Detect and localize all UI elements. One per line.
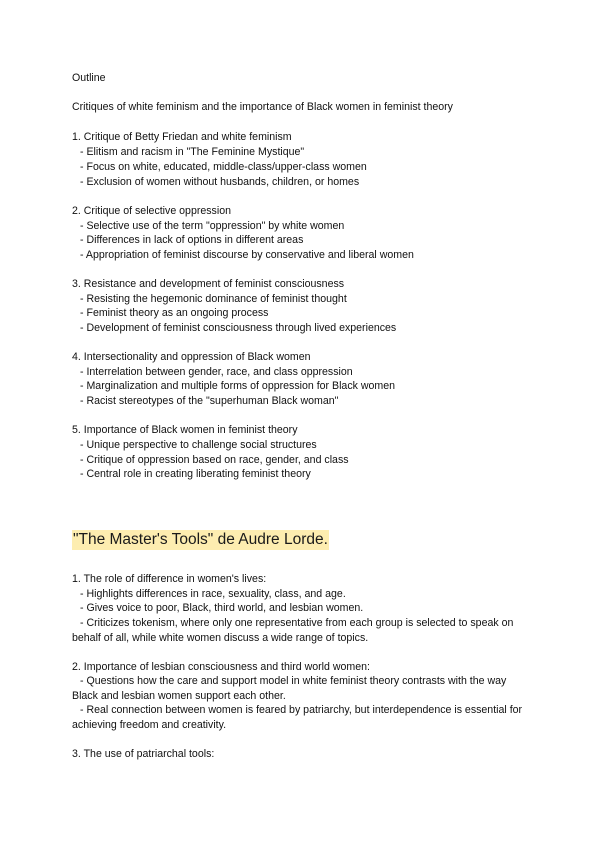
section-5-item-3: - Central role in creating liberating feminist theory	[80, 468, 311, 480]
section-3-item-3: - Development of feminist consciousness through lived experiences	[80, 322, 397, 334]
section-2-item-3: - Appropriation of feminist discourse by conservative and liberal women	[80, 249, 414, 261]
section-5-item-2: - Critique of oppression based on race, gender, and class	[80, 454, 349, 466]
lorde-section-2-item-1-text: - Questions how the care and support model in white feminist theory contrasts with the way Black and lesbian women support each other.	[72, 675, 507, 702]
outline-label: Outline	[72, 72, 106, 84]
section-2-title: 2. Critique of selective oppression	[72, 205, 231, 217]
section-1-item-3: - Exclusion of women without husbands, children, or homes	[80, 176, 360, 188]
section-4-item-3: - Racist stereotypes of the "superhuman Black woman"	[80, 395, 339, 407]
section-4-item-2: - Marginalization and multiple forms of oppression for Black women	[80, 380, 396, 392]
section-3-item-2: - Feminist theory as an ongoing process	[80, 307, 269, 319]
lorde-section-2-item-2	[72, 703, 524, 732]
section-5-item-1: - Unique perspective to challenge social structures	[80, 439, 317, 451]
section-2-item-2: - Differences in lack of options in different areas	[80, 234, 304, 246]
lorde-section-1-item-1: - Highlights differences in race, sexuality, class, and age.	[80, 588, 346, 600]
section-1-title: 1. Critique of Betty Friedan and white feminism	[72, 131, 292, 143]
section-3-item-1: - Resisting the hegemonic dominance of feminist thought	[80, 293, 347, 305]
lorde-section-3-title: 3. The use of patriarchal tools:	[72, 748, 215, 760]
lorde-section-1-item-3-text: - Criticizes tokenism, where only one representative from each group is selected to speak on behalf of all, while white women discuss a wide range of topics.	[72, 617, 514, 644]
section-3-title: 3. Resistance and development of feminist consciousness	[72, 278, 345, 290]
section-5-title: 5. Importance of Black women in feminist theory	[72, 424, 298, 436]
section-1-item-1: - Elitism and racism in "The Feminine Mystique"	[80, 146, 305, 158]
section-4-title: 4. Intersectionality and oppression of Black women	[72, 351, 311, 363]
lorde-section-2-title: 2. Importance of lesbian consciousness and third world women:	[72, 661, 370, 673]
document-title: Critiques of white feminism and the importance of Black women in feminist theory	[72, 101, 453, 113]
lorde-section-2-item-1	[72, 674, 524, 703]
lorde-section-1-title: 1. The role of difference in women's lives:	[72, 573, 267, 585]
lorde-section-1-item-3	[72, 616, 524, 645]
section-4-item-1: - Interrelation between gender, race, and class oppression	[80, 366, 353, 378]
lorde-section-2-item-2-text: - Real connection between women is feared by patriarchy, but interdependence is essential for achieving freedom and creativity.	[72, 704, 523, 731]
lorde-section-1-item-2: - Gives voice to poor, Black, third world, and lesbian women.	[80, 602, 364, 614]
lorde-heading: "The Master's Tools" de Audre Lorde.	[73, 531, 328, 548]
section-1-item-2: - Focus on white, educated, middle-class/upper-class women	[80, 161, 367, 173]
section-2-item-1: - Selective use of the term "oppression" by white women	[80, 220, 345, 232]
